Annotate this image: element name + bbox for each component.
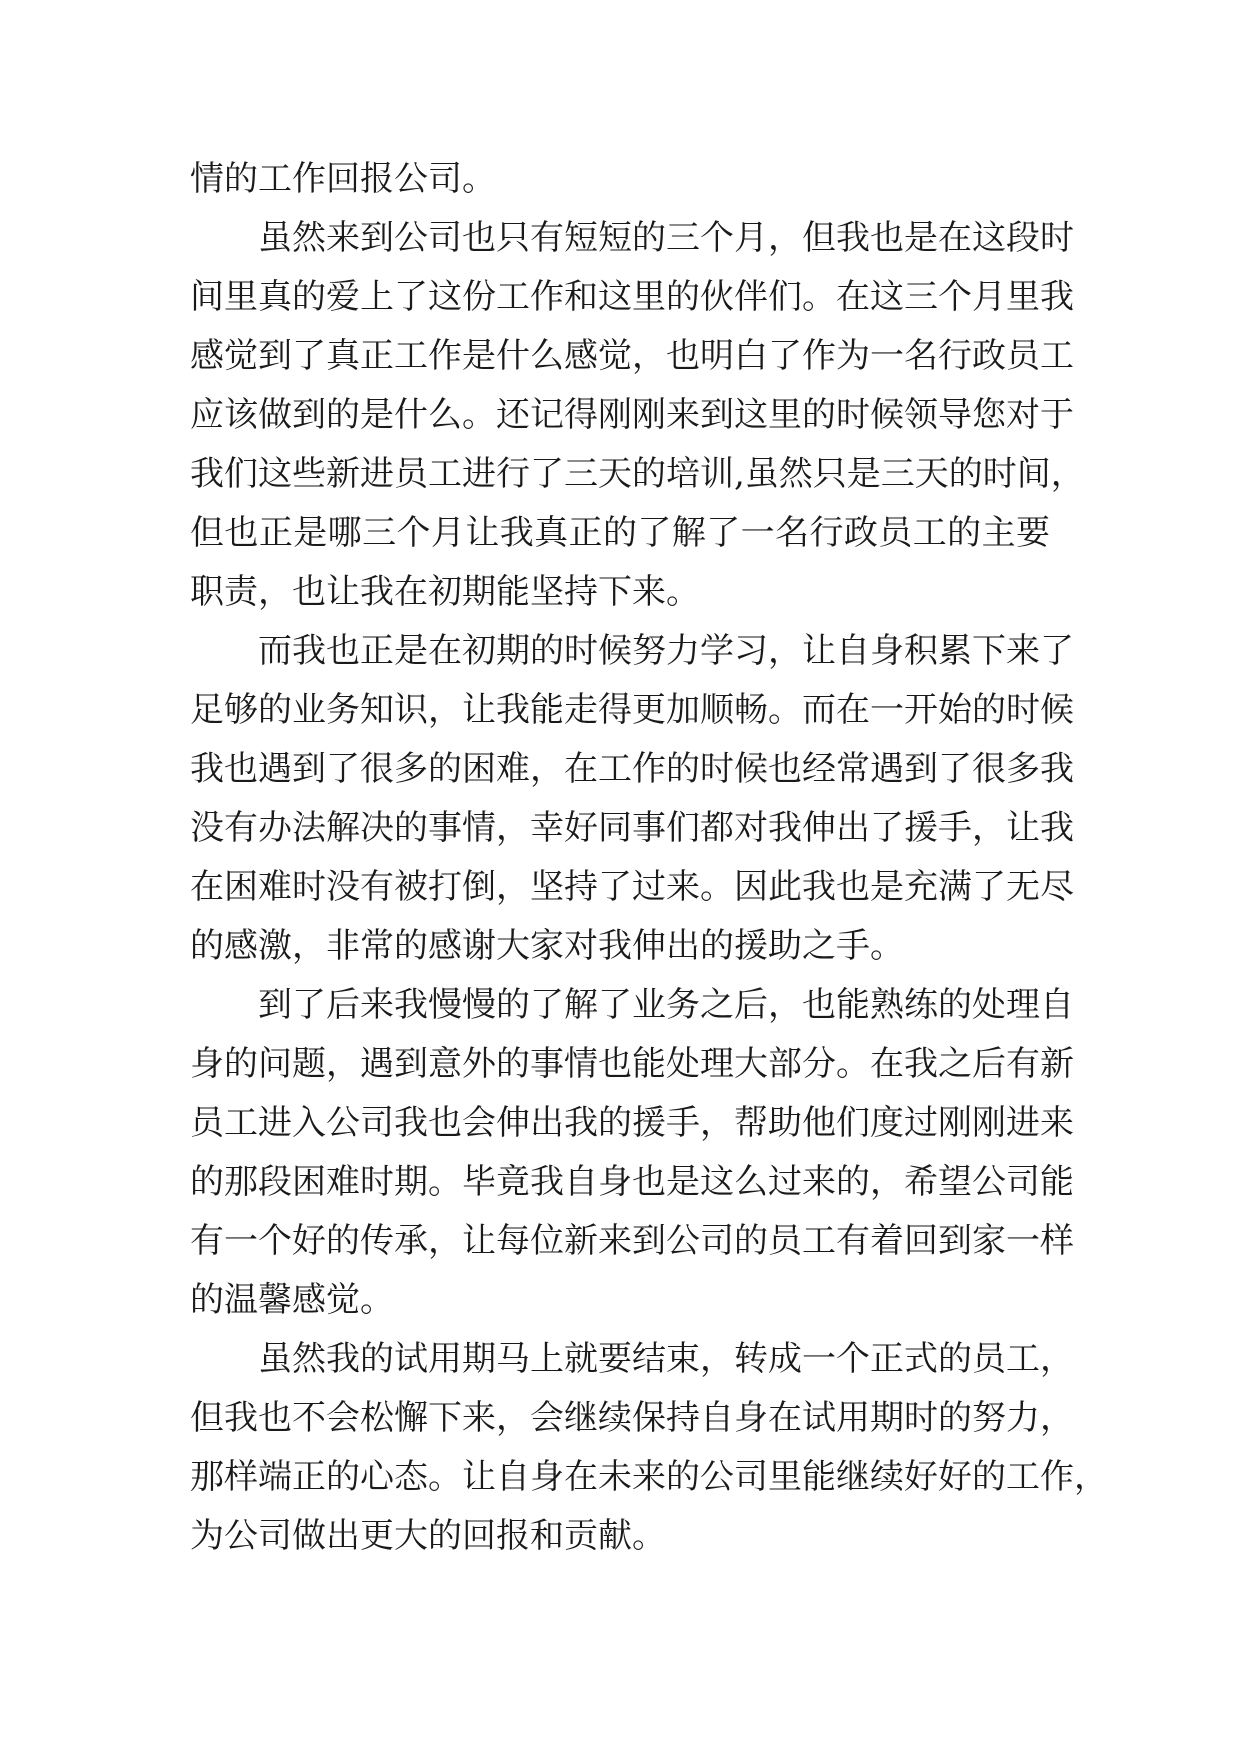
text-line: 在困难时没有被打倒，坚持了过来。因此我也是充满了无尽 (190, 867, 1074, 907)
text-line: 那样端正的心态。让自身在未来的公司里能继续好好的工作， (190, 1457, 1108, 1497)
text-line: 应该做到的是什么。还记得刚刚来到这里的时候领导您对于 (190, 395, 1074, 435)
text-line: 间里真的爱上了这份工作和这里的伙伴们。在这三个月里我 (190, 277, 1074, 317)
text-line: 我也遇到了很多的困难，在工作的时候也经常遇到了很多我 (190, 749, 1074, 789)
text-line: 为公司做出更大的回报和贡献。 (190, 1516, 666, 1556)
text-line: 虽然来到公司也只有短短的三个月，但我也是在这段时 (258, 218, 1074, 258)
text-line: 有一个好的传承，让每位新来到公司的员工有着回到家一样 (190, 1221, 1074, 1261)
text-line: 足够的业务知识，让我能走得更加顺畅。而在一开始的时候 (190, 690, 1074, 730)
text-line: 但我也不会松懈下来，会继续保持自身在试用期时的努力， (190, 1398, 1074, 1438)
text-line: 的那段困难时期。毕竟我自身也是这么过来的，希望公司能 (190, 1162, 1074, 1202)
text-line: 但也正是哪三个月让我真正的了解了一名行政员工的主要 (190, 513, 1050, 553)
text-line: 员工进入公司我也会伸出我的援手，帮助他们度过刚刚进来 (190, 1103, 1074, 1143)
text-line: 的温馨感觉。 (190, 1280, 394, 1320)
text-line: 情的工作回报公司。 (190, 159, 496, 199)
text-line: 身的问题，遇到意外的事情也能处理大部分。在我之后有新 (190, 1044, 1074, 1084)
text-line: 我们这些新进员工进行了三天的培训,虽然只是三天的时间， (190, 454, 1085, 494)
document-body (190, 150, 1108, 1566)
text-line: 虽然我的试用期马上就要结束，转成一个正式的员工， (258, 1339, 1074, 1379)
text-line: 职责，也让我在初期能坚持下来。 (190, 572, 700, 612)
text-line: 到了后来我慢慢的了解了业务之后，也能熟练的处理自 (258, 985, 1074, 1025)
text-line: 感觉到了真正工作是什么感觉，也明白了作为一名行政员工 (190, 336, 1074, 376)
text-line: 的感激，非常的感谢大家对我伸出的援助之手。 (190, 926, 904, 966)
text-line: 没有办法解决的事情，幸好同事们都对我伸出了援手，让我 (190, 808, 1074, 848)
text-line: 而我也正是在初期的时候努力学习，让自身积累下来了 (258, 631, 1074, 671)
